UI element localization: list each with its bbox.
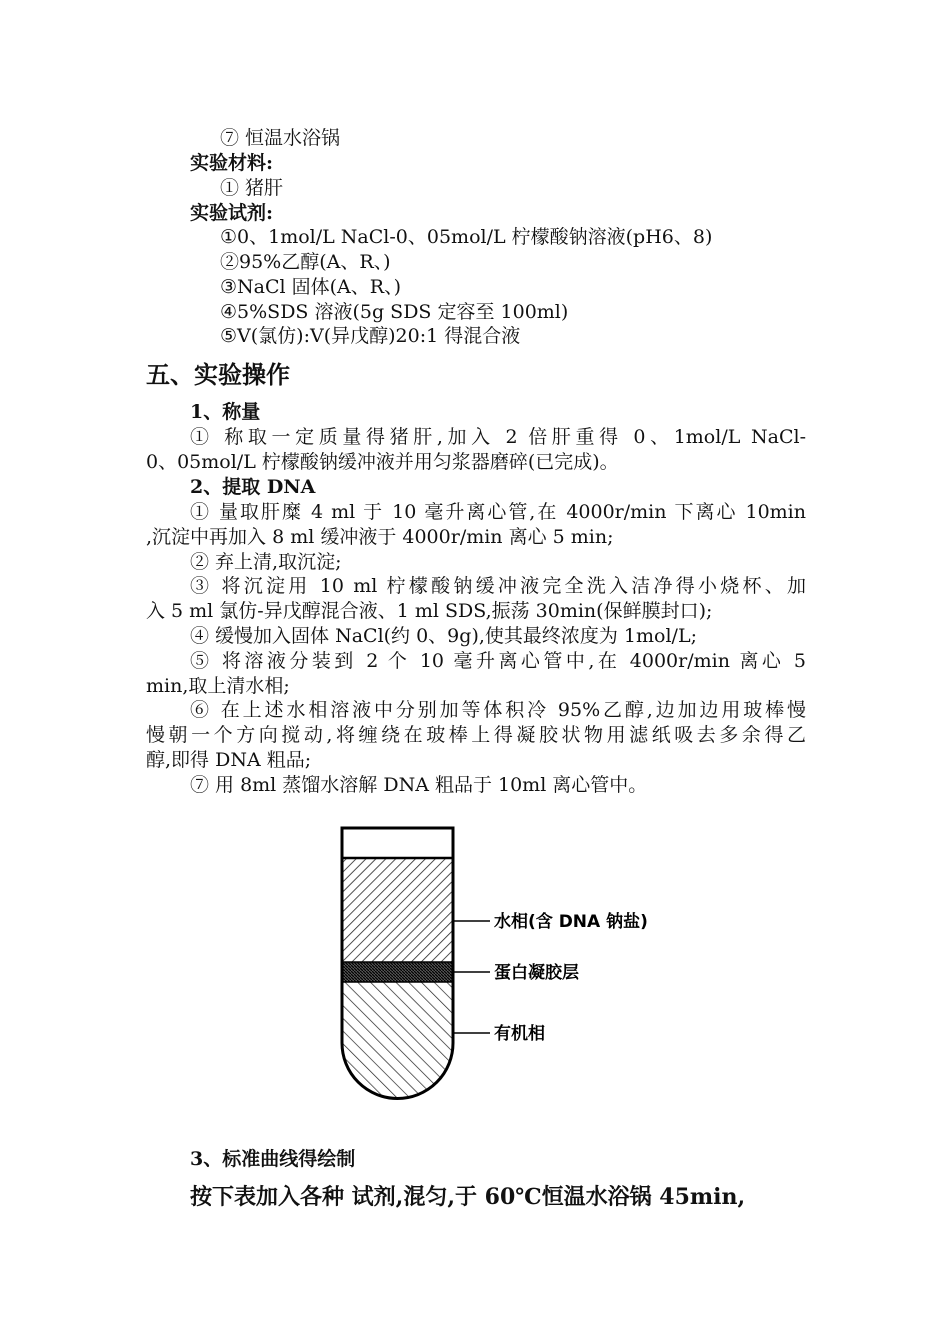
paragraph-line: min,取上清水相; — [146, 675, 290, 697]
paragraph-line: 入 5 ml 氯仿-异戊醇混合液、1 ml SDS,振荡 30min(保鲜膜封口); — [146, 600, 713, 622]
step-title: 1、称量 — [190, 401, 261, 423]
protein-gel-layer — [342, 962, 453, 982]
paragraph-line: ① 量取肝糜 4 ml 于 10 毫升离心管,在 4000r/min 下离心 10min — [190, 501, 806, 523]
paragraph-line: ⑥ 在上述水相溶液中分别加等体积冷 95%乙醇,边加边用玻棒慢 — [190, 699, 806, 721]
step-title: 2、提取 DNA — [190, 476, 316, 498]
paragraph-line: ⑦ 用 8ml 蒸馏水溶解 DNA 粗品于 10ml 离心管中。 — [190, 774, 648, 796]
paragraph-line: ,沉淀中再加入 8 ml 缓冲液于 4000r/min 离心 5 min; — [146, 526, 614, 548]
reagent-item: ④5%SDS 溶液(5g SDS 定容至 100ml) — [220, 301, 569, 323]
equipment-item: ⑦ 恒温水浴锅 — [220, 127, 341, 149]
label-protein-gel: 蛋白凝胶层 — [494, 963, 579, 983]
paragraph-line: 醇,即得 DNA 粗品; — [146, 749, 312, 771]
aqueous-phase — [342, 858, 453, 962]
paragraph-line: ④ 缓慢加入固体 NaCl(约 0、9g),使其最终浓度为 1mol/L; — [190, 625, 697, 647]
paragraph-line: ③ 将沉淀用 10 ml 柠檬酸钠缓冲液完全洗入洁净得小烧杯、加 — [190, 575, 806, 597]
paragraph-line: 慢朝一个方向搅动,将缠绕在玻棒上得凝胶状物用滤纸吸去多余得乙 — [146, 724, 806, 746]
tube-phases — [342, 828, 453, 1112]
step-title: 3、标准曲线得绘制 — [190, 1148, 356, 1170]
air-space — [342, 828, 453, 858]
label-aqueous: 水相(含 DNA 钠盐) — [494, 912, 648, 932]
reagent-item: ①0、1mol/L NaCl-0、05mol/L 柠檬酸钠溶液(pH6、8) — [220, 226, 713, 248]
paragraph-line: ② 弃上清,取沉淀; — [190, 551, 342, 573]
section-heading: 五、实验操作 — [146, 360, 290, 389]
centrifuge-tube-diagram — [330, 815, 730, 1120]
reagent-item: ⑤V(氯仿):V(异戊醇)20:1 得混合液 — [220, 325, 521, 347]
reagents-heading: 实验试剂: — [190, 202, 274, 224]
materials-heading: 实验材料: — [190, 152, 274, 174]
materials-item: ① 猪肝 — [220, 177, 284, 199]
reagent-item: ②95%乙醇(A、R、) — [220, 251, 391, 273]
paragraph-line: 0、05mol/L 柠檬酸钠缓冲液并用匀浆器磨碎(已完成)。 — [146, 451, 619, 473]
paragraph-line: ⑤ 将溶液分装到 2 个 10 毫升离心管中,在 4000r/min 离心 5 — [190, 650, 806, 672]
label-organic: 有机相 — [494, 1024, 545, 1044]
paragraph-line: ① 称取一定质量得猪肝,加入 2 倍肝重得 0、1mol/L NaCl- — [190, 426, 806, 448]
organic-phase — [342, 982, 453, 1112]
paragraph-line: 按下表加入各种 试剂,混匀,于 60℃恒温水浴锅 45min, — [190, 1184, 746, 1210]
reagent-item: ③NaCl 固体(A、R、) — [220, 276, 401, 298]
